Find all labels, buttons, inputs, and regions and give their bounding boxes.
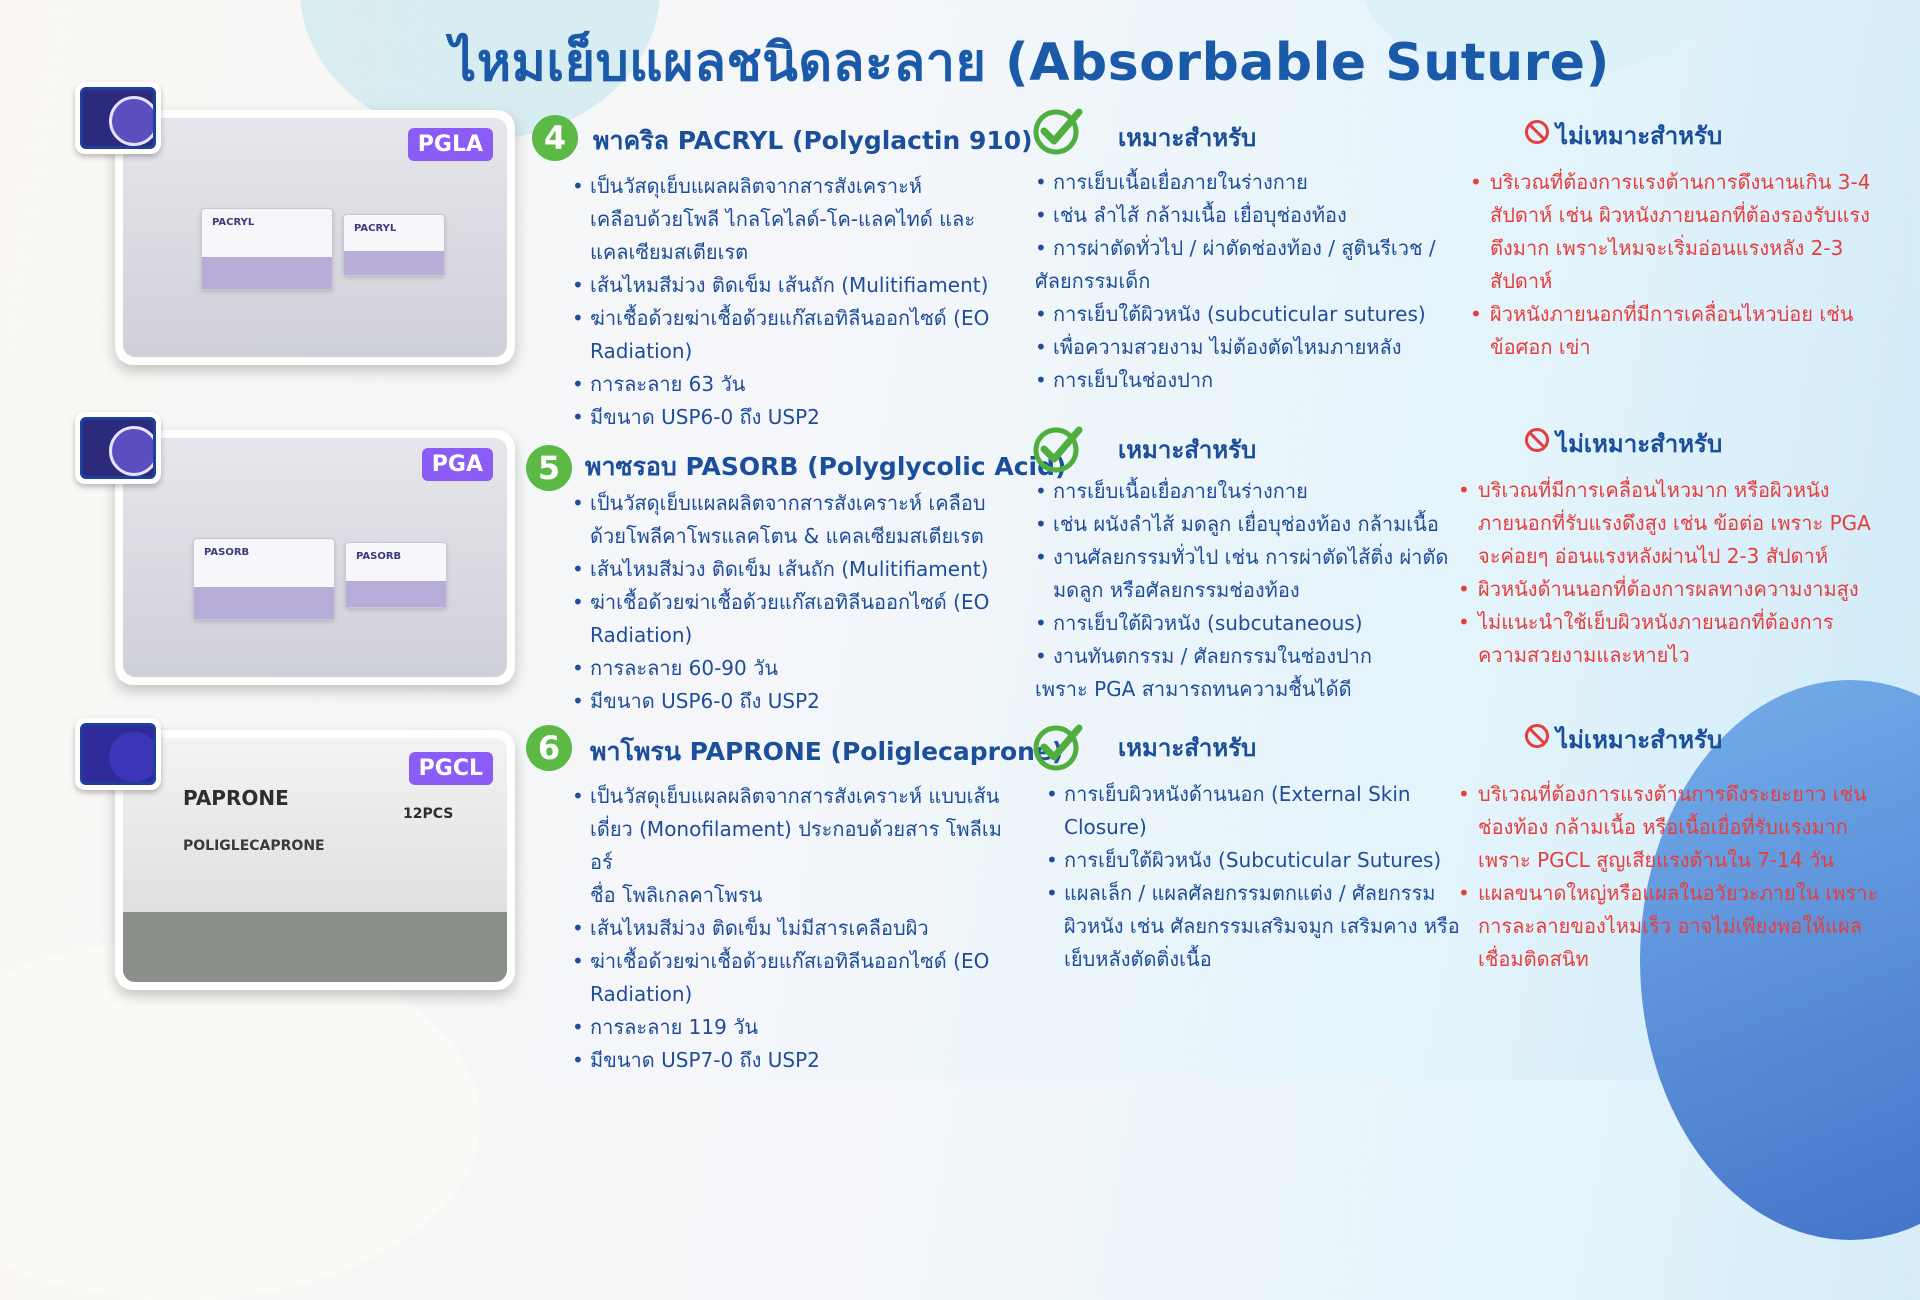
product-code-label: PGLA xyxy=(408,128,493,161)
ban-icon xyxy=(1524,119,1550,145)
detail-item: • เป็นวัสดุเย็บแผลผลิตจากสารสังเคราะห์ แบบเส้น xyxy=(572,780,1012,813)
suitable-item: • การเย็บใต้ผิวหนัง (Subcuticular Sutures) xyxy=(1046,844,1466,877)
suitable-item: ผิวหนัง เช่น ศัลยกรรมเสริมจมูก เสริมคาง หรือ xyxy=(1064,914,1460,938)
not-suitable-item: • ไม่แนะนำใช้เย็บผิวหนังภายนอกที่ต้องการ xyxy=(1458,606,1908,639)
not-suitable-item: การละลายของไหมเร็ว อาจไม่เพียงพอให้แผล xyxy=(1478,914,1863,938)
suitable-list xyxy=(1035,166,1455,397)
product-details xyxy=(572,170,1012,434)
suitable-item: • เพื่อความสวยงาม ไม่ต้องตัดไหมภายหลัง xyxy=(1035,331,1455,364)
not-suitable-title: ไม่เหมาะสำหรับ xyxy=(1556,122,1723,150)
detail-item: แคลเซียมสเตียเรต xyxy=(590,240,749,264)
not-suitable-title: ไม่เหมาะสำหรับ xyxy=(1556,726,1723,754)
not-suitable-list xyxy=(1470,166,1910,364)
product-photo: PASORB PASORB xyxy=(123,438,507,677)
suitable-item: เย็บหลังตัดติ่งเนื้อ xyxy=(1064,947,1212,971)
suitable-item: • เช่น ผนังลำไส้ มดลูก เยื่อบุช่องท้อง กล้ามเนื้อ xyxy=(1035,508,1465,541)
detail-item: • เส้นไหมสีม่วง ติดเข็ม ไม่มีสารเคลือบผิว xyxy=(572,912,1012,945)
not-suitable-item: สัปดาห์ xyxy=(1490,269,1553,293)
detail-item: • มีขนาด USP7-0 ถึง USP2 xyxy=(572,1044,1012,1077)
detail-item: • เส้นไหมสีม่วง ติดเข็ม เส้นถัก (Mulitifiament) xyxy=(572,269,1012,302)
not-suitable-item: เพราะ PGCL สูญเสียแรงต้านใน 7-14 วัน xyxy=(1478,848,1834,872)
ban-icon xyxy=(1524,723,1550,749)
product-details xyxy=(572,487,1012,718)
detail-item: เดี่ยว (Monofilament) ประกอบด้วยสาร โพลีเมอร์ xyxy=(590,817,1002,874)
detail-item: Radiation) xyxy=(590,982,693,1006)
product-photo: PACRYL PACRYL xyxy=(123,118,507,357)
not-suitable-item: ข้อศอก เข่า xyxy=(1490,335,1591,359)
detail-item: • ฆ่าเชื้อด้วยฆ่าเชื้อด้วยแก๊สเอทิลีนออกไซด์ (EO xyxy=(572,302,1012,335)
detail-item: Radiation) xyxy=(590,339,693,363)
product-code-label: PGA xyxy=(422,448,493,481)
not-suitable-item: ภายนอกที่รับแรงดึงสูง เช่น ข้อต่อ เพราะ PGA xyxy=(1478,511,1871,535)
detail-item: • มีขนาด USP6-0 ถึง USP2 xyxy=(572,401,1012,434)
suitable-item: มดลูก หรือศัลยกรรมช่องท้อง xyxy=(1053,578,1300,602)
not-suitable-item: • แผลขนาดใหญ่หรือแผลในอวัยวะภายใน เพราะ xyxy=(1458,877,1908,910)
suitable-item: • การเย็บเนื้อเยื่อภายในร่างกาย xyxy=(1035,475,1465,508)
detail-item: เคลือบด้วยโพลี ไกลโคไลด์-โค-แลคไทด์ และ xyxy=(590,207,976,231)
background-shape xyxy=(0,940,480,1300)
product-photo-card xyxy=(115,110,515,365)
product-code-label: PGCL xyxy=(409,752,493,785)
check-circle-icon xyxy=(1032,422,1084,474)
suitable-item: • การเย็บผิวหนังด้านนอก (External Skin xyxy=(1046,778,1466,811)
suture-spool-icon xyxy=(75,412,161,484)
suitable-item: • เช่น ลำไส้ กล้ามเนื้อ เยื่อบุช่องท้อง xyxy=(1035,199,1455,232)
suture-spool-icon xyxy=(75,718,161,790)
not-suitable-list xyxy=(1458,778,1908,976)
detail-item: • เป็นวัสดุเย็บแผลผลิตจากสารสังเคราะห์ เคลือบ xyxy=(572,487,1012,520)
not-suitable-item: ช่องท้อง กล้ามเนื้อ หรือเนื้อเยื่อที่รับแรงมาก xyxy=(1478,815,1848,839)
product-name: พาคริล PACRYL (Polyglactin 910) xyxy=(593,126,1033,155)
suitable-list xyxy=(1035,475,1465,706)
not-suitable-item: • บริเวณที่ต้องการแรงต้านการดึงนานเกิน 3-4 xyxy=(1470,166,1910,199)
not-suitable-item: ความสวยงามและหายไว xyxy=(1478,643,1690,667)
detail-item: • เส้นไหมสีม่วง ติดเข็ม เส้นถัก (Mulitifiament) xyxy=(572,553,1012,586)
product-number-badge: 5 xyxy=(526,445,572,491)
product-name: พาซรอบ PASORB (Polyglycolic Acid) xyxy=(585,452,1067,481)
product-name: พาโพรน PAPRONE (Poliglecaprone) xyxy=(590,737,1064,766)
product-number-badge: 4 xyxy=(532,115,578,161)
detail-item: • ฆ่าเชื้อด้วยฆ่าเชื้อด้วยแก๊สเอทิลีนออกไซด์ (EO xyxy=(572,586,1012,619)
suture-spool-icon xyxy=(75,82,161,154)
product-details xyxy=(572,780,1012,1077)
product-number-badge: 6 xyxy=(526,725,572,771)
not-suitable-title: ไม่เหมาะสำหรับ xyxy=(1556,430,1723,458)
detail-item: • การละลาย 119 วัน xyxy=(572,1011,1012,1044)
suitable-title: เหมาะสำหรับ xyxy=(1118,124,1257,152)
suitable-item: เพราะ PGA สามารถทนความชื้นได้ดี xyxy=(1035,677,1352,701)
detail-item: ชื่อ โพลิเกลคาโพรน xyxy=(590,883,763,907)
suitable-item: • การเย็บใต้ผิวหนัง (subcuticular sutures) xyxy=(1035,298,1455,331)
suitable-item: • การผ่าตัดทั่วไป / ผ่าตัดช่องท้อง / สูตินรีเวช / xyxy=(1035,232,1455,265)
check-circle-icon xyxy=(1032,104,1084,156)
not-suitable-item: ตึงมาก เพราะไหมจะเริ่มอ่อนแรงหลัง 2-3 xyxy=(1490,236,1844,260)
suitable-item: • การเย็บเนื้อเยื่อภายในร่างกาย xyxy=(1035,166,1455,199)
detail-item: • การละลาย 63 วัน xyxy=(572,368,1012,401)
suitable-title: เหมาะสำหรับ xyxy=(1118,436,1257,464)
product-photo-card xyxy=(115,430,515,685)
suitable-item: • งานศัลยกรรมทั่วไป เช่น การผ่าตัดไส้ติ่ง ผ่าตัด xyxy=(1035,541,1465,574)
suitable-list xyxy=(1046,778,1466,976)
detail-item: • มีขนาด USP6-0 ถึง USP2 xyxy=(572,685,1012,718)
detail-item: • การละลาย 60-90 วัน xyxy=(572,652,1012,685)
product-photo-card xyxy=(115,730,515,990)
suitable-item: ศัลยกรรมเด็ก xyxy=(1035,269,1151,293)
suitable-item: • การเย็บใต้ผิวหนัง (subcutaneous) xyxy=(1035,607,1465,640)
not-suitable-list xyxy=(1458,474,1908,672)
not-suitable-item: • บริเวณที่ต้องการแรงต้านการดึงระยะยาว เช่น xyxy=(1458,778,1908,811)
detail-item: ด้วยโพลีคาโพรแลคโตน & แคลเซียมสเตียเรต xyxy=(590,524,984,548)
detail-item: Radiation) xyxy=(590,623,693,647)
not-suitable-item: • ผิวหนังภายนอกที่มีการเคลื่อนไหวบ่อย เช่น xyxy=(1470,298,1910,331)
not-suitable-item: • บริเวณที่มีการเคลื่อนไหวมาก หรือผิวหนัง xyxy=(1458,474,1908,507)
suitable-item: • งานทันตกรรม / ศัลยกรรมในช่องปาก xyxy=(1035,640,1465,673)
not-suitable-item: สัปดาห์ เช่น ผิวหนังภายนอกที่ต้องรองรับแรง xyxy=(1490,203,1870,227)
suitable-item: Closure) xyxy=(1064,815,1147,839)
detail-item: • ฆ่าเชื้อด้วยฆ่าเชื้อด้วยแก๊สเอทิลีนออกไซด์ (EO xyxy=(572,945,1012,978)
ban-icon xyxy=(1524,427,1550,453)
suitable-item: • แผลเล็ก / แผลศัลยกรรมตกแต่ง / ศัลยกรรม xyxy=(1046,877,1466,910)
suitable-title: เหมาะสำหรับ xyxy=(1118,734,1257,762)
page-title: ไหมเย็บแผลชนิดละลาย (Absorbable Suture) xyxy=(450,33,1610,93)
product-photo: PAPRONE POLIGLECAPRONE 12PCS xyxy=(123,738,507,982)
not-suitable-item: จะค่อยๆ อ่อนแรงหลังผ่านไป 2-3 สัปดาห์ xyxy=(1478,544,1829,568)
not-suitable-item: • ผิวหนังด้านนอกที่ต้องการผลทางความงามสูง xyxy=(1458,573,1908,606)
detail-item: • เป็นวัสดุเย็บแผลผลิตจากสารสังเคราะห์ xyxy=(572,170,1012,203)
suitable-item: • การเย็บในช่องปาก xyxy=(1035,364,1455,397)
check-circle-icon xyxy=(1032,720,1084,772)
not-suitable-item: เชื่อมติดสนิท xyxy=(1478,947,1589,971)
